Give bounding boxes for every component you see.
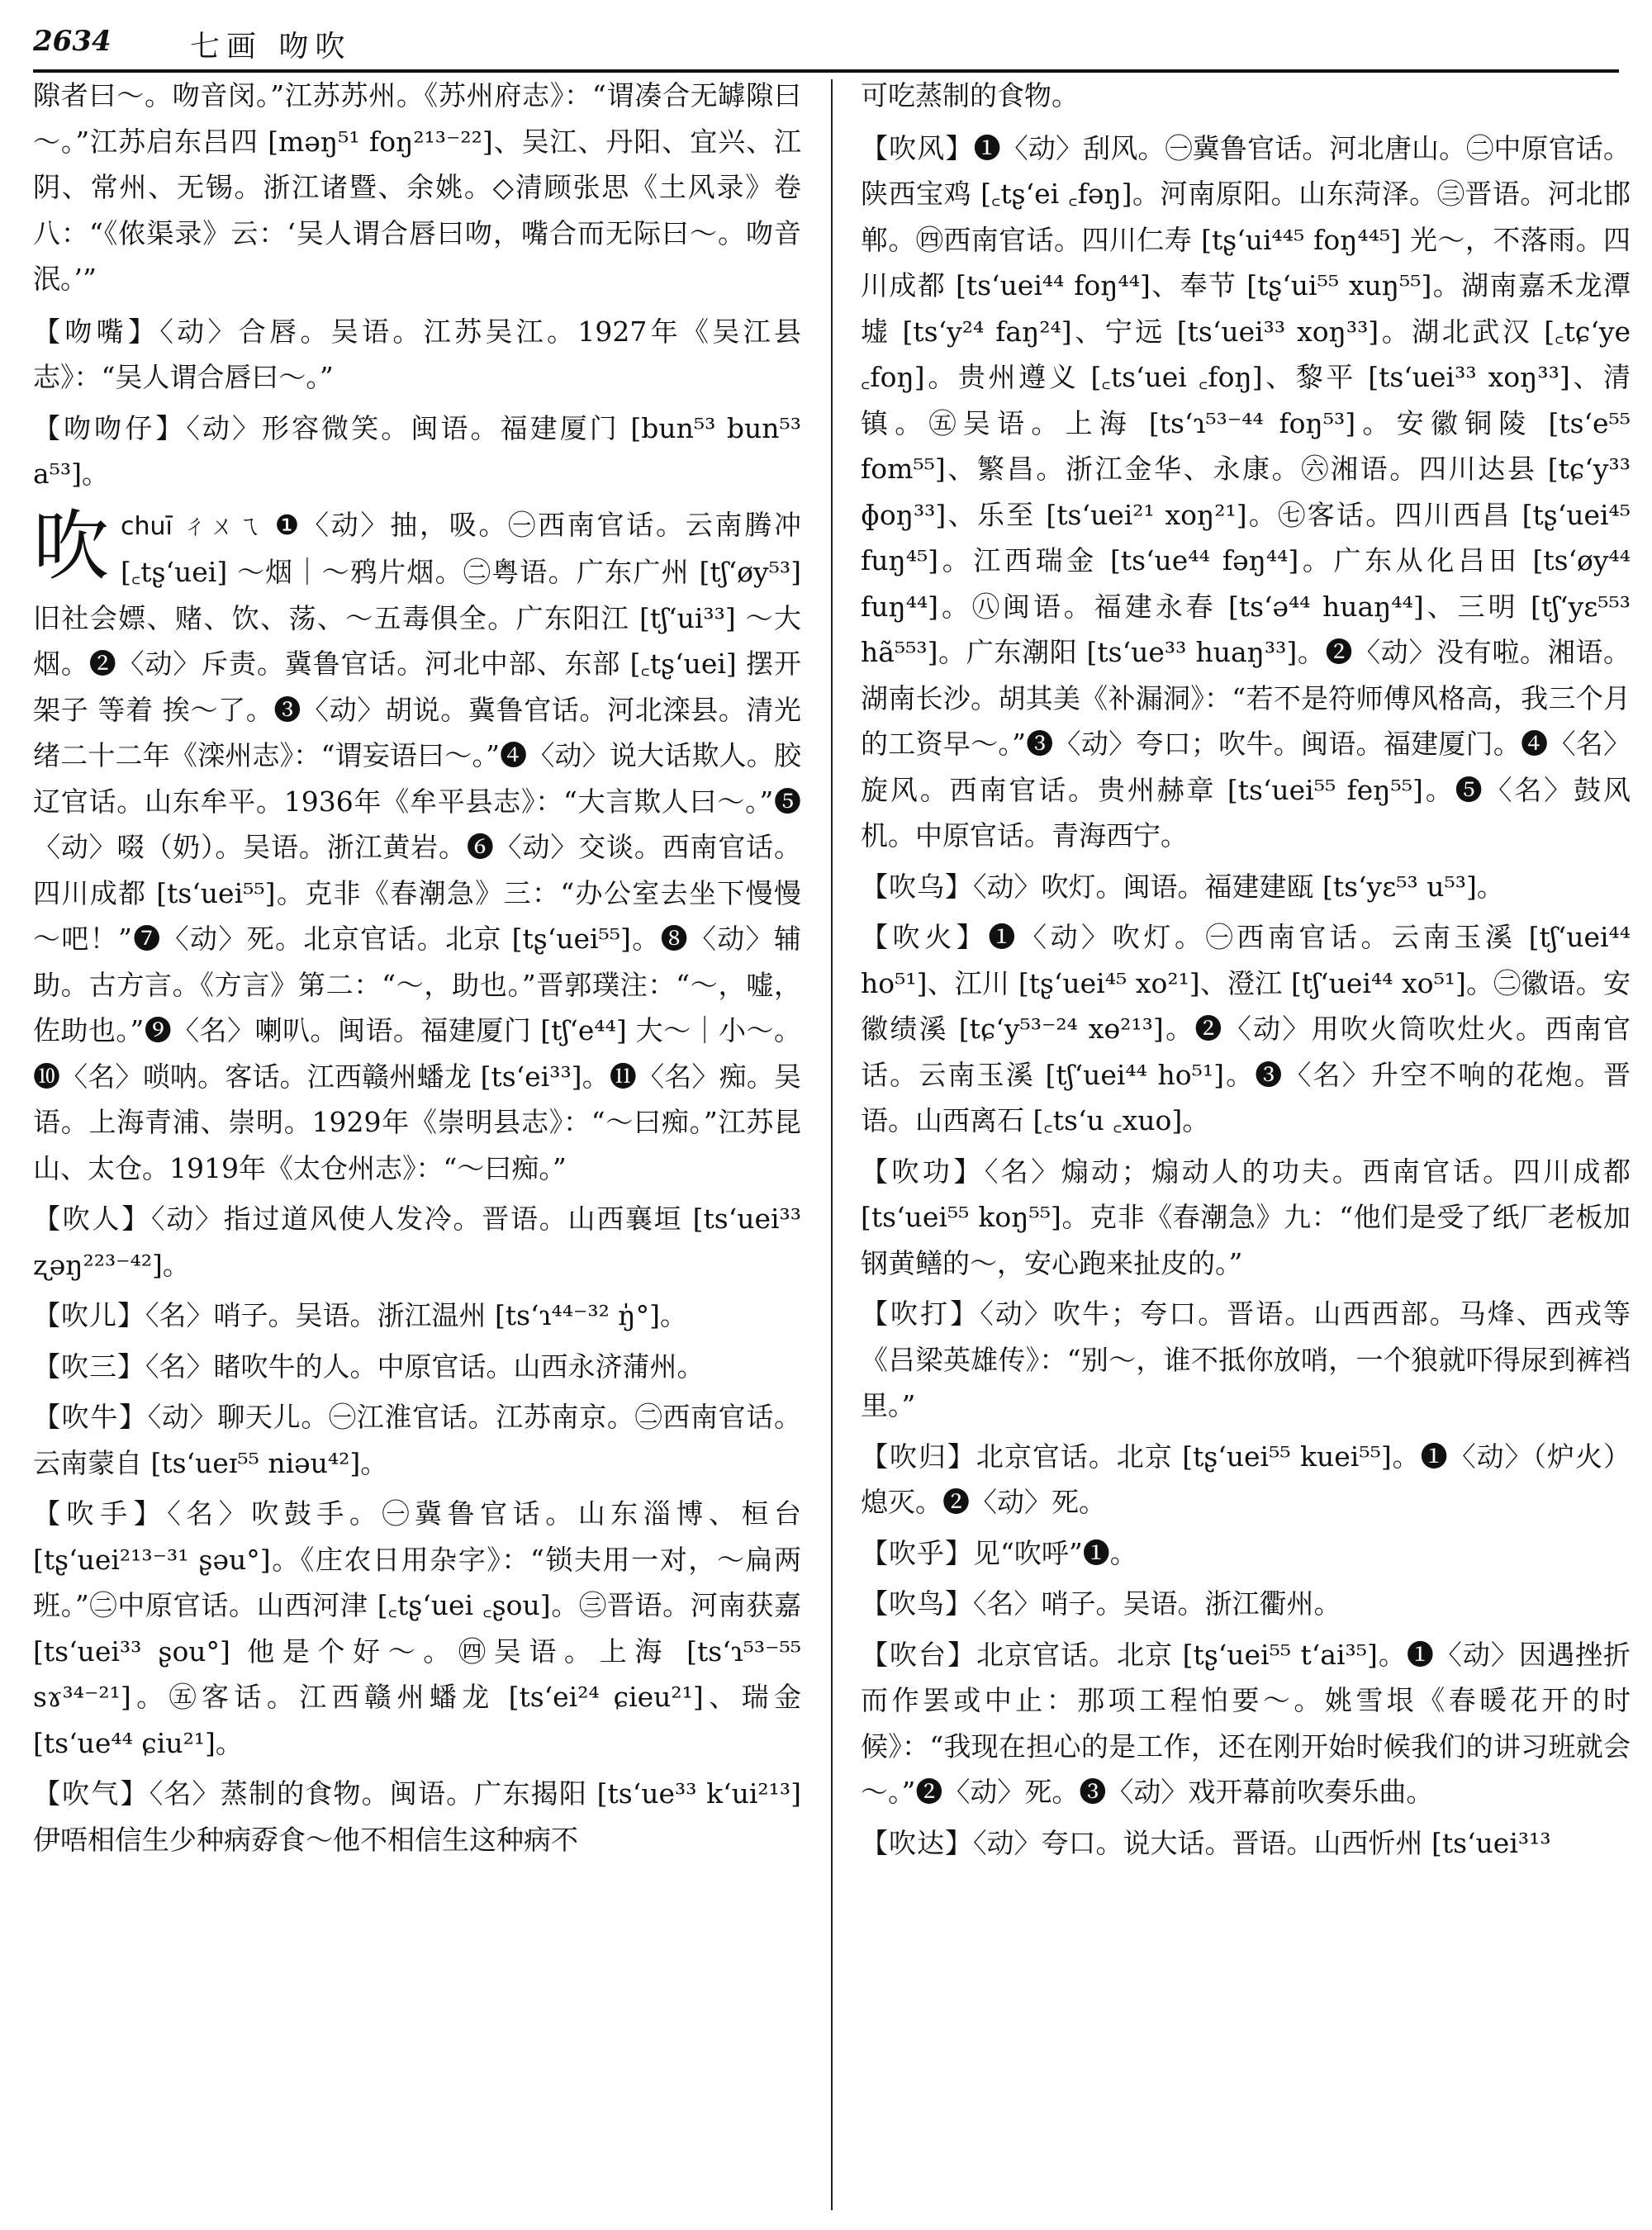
dictionary-entry	[861, 126, 1631, 859]
entry-definition: 〈名〉哨子。吴语。浙江衢州。	[973, 1587, 1341, 1620]
entry-definition: ❶〈动〉抽，吸。㊀西南官话。云南腾冲 [꜀tʂʻuei] ～烟｜～鸦片烟。㊁粤语。广东广州 [tʃʻøy⁵³] 旧社会嫖、赌、饮、荡、～五毒俱全。广东阳江 [tʃʻui³³] ～大烟。❷〈动〉斥责。冀鲁官话。河北中部、东部 [꜀tʂʻuei] 摆开架子 等着 挨～了。❸〈动〉胡说。冀鲁官话。河北滦县。清光绪二十二年《滦州志》：“谓妄语曰～。”❹〈动〉说大话欺人。胶辽官话。山东牟平。1936年《牟平县志》：“大言欺人曰～。”❺〈动〉啜（奶）。吴语。浙江黄岩。❻〈动〉交谈。西南官话。四川成都 [tsʻuei⁵⁵]。克非《春潮急》三：“办公室去坐下慢慢～吧！”❼〈动〉死。北京官话。北京 [tʂʻuei⁵⁵]。❽〈动〉辅助。古方言。《方言》第二：“～，助也。”晋郭璞注：“～，嘘，佐助也。”❾〈名〉喇叭。闽语。福建厦门 [tʃʻe⁴⁴] 大～｜小～。❿〈名〉唢呐。客话。江西赣州蟠龙 [tsʻei³³]。⓫〈名〉痴。吴语。上海青浦、崇明。1929年《崇明县志》：“～曰痴。”江苏昆山、太仓。1919年《太仓州志》：“～曰痴。”	[33, 508, 801, 1184]
entry-headword: 【吹儿】	[33, 1299, 145, 1331]
dictionary-entry	[861, 1530, 1631, 1577]
entry-definition: 〈动〉形容微笑。闽语。福建厦门 [bun⁵³ bun⁵³ a⁵³]。	[33, 411, 801, 490]
main-character-entry	[33, 502, 801, 1192]
entry-definition: ❶〈动〉刮风。㊀冀鲁官话。河北唐山。㊁中原官话。陕西宝鸡 [꜀tʂʻei ꜀fəŋ]。河南原阳。山东菏泽。㊂晋语。河北邯郸。㊃西南官话。四川仁寿 [tʂʻui⁴⁴⁵ foŋ⁴⁴⁵] 光～，不落雨。四川成都 [tsʻuei⁴⁴ foŋ⁴⁴]、奉节 [tʂʻui⁵⁵ xuŋ⁵⁵]。湖南嘉禾龙潭墟 [tsʻy²⁴ faŋ²⁴]、宁远 [tsʻuei³³ xoŋ³³]。湖北武汉 [꜀tɕʻye ꜀foŋ]。贵州遵义 [꜀tsʻuei ꜀foŋ]、黎平 [tsʻuei³³ xoŋ³³]、清镇。㊄吴语。上海 [tsʻɿ⁵³⁻⁴⁴ foŋ⁵³]。安徽铜陵 [tsʻe⁵⁵ fom⁵⁵]、繁昌。浙江金华、永康。㊅湘语。四川达县 [tɕʻy³³ ɸoŋ³³]、乐至 [tsʻuei²¹ xoŋ²¹]。㊆客话。四川西昌 [tʂʻuei⁴⁵ fuŋ⁴⁵]。江西瑞金 [tsʻue⁴⁴ fəŋ⁴⁴]。广东从化吕田 [tsʻøy⁴⁴ fuŋ⁴⁴]。㊇闽语。福建永春 [tsʻə⁴⁴ huaŋ⁴⁴]、三明 [tʃʻyɛ⁵⁵³ hã⁵⁵³]。广东潮阳 [tsʻue³³ huaŋ³³]。❷〈动〉没有啦。湘语。湖南长沙。胡其美《补漏洞》：“若不是符师傅风格高，我三个月的工资早～。”❸〈动〉夸口；吹牛。闽语。福建厦门。❹〈名〉旋风。西南官话。贵州赫章 [tsʻuei⁵⁵ feŋ⁵⁵]。❺〈名〉鼓风机。中原官话。青海西宁。	[861, 131, 1631, 852]
entry-definition: 〈动〉夸口。说大话。晋语。山西忻州 [tsʻuei³¹³	[973, 1826, 1551, 1859]
dictionary-entry	[33, 406, 801, 497]
entry-definition: ❶〈动〉吹灯。㊀西南官话。云南玉溪 [tʃʻuei⁴⁴ ho⁵¹]、江川 [tʂʻuei⁴⁵ xo²¹]、澄江 [tʃʻuei⁴⁴ xo⁵¹]。㊁徽语。安徽绩溪 [tɕʻy⁵³⁻²⁴ xɵ²¹³]。❷〈动〉用吹火筒吹灶火。西南官话。云南玉溪 [tʃʻuei⁴⁴ ho⁵¹]。❸〈名〉升空不响的花炮。晋语。山西离石 [꜀tsʻu ꜀xuo]。	[861, 921, 1631, 1136]
right-column	[861, 73, 1631, 2212]
page-header	[33, 20, 1619, 73]
entry-headword: 【吹达】	[861, 1826, 973, 1859]
dictionary-entry	[861, 1581, 1631, 1627]
dictionary-entry	[861, 1291, 1631, 1429]
continuation-text: 可吃蒸制的食物。	[861, 79, 1079, 112]
left-column	[33, 73, 801, 2212]
dictionary-entry	[861, 1434, 1631, 1525]
entry-headword: 【吹台】	[861, 1638, 977, 1671]
entry-definition: 〈动〉吹牛；夸口。晋语。山西西部。马烽、西戎等《吕梁英雄传》：“别～，谁不抵你放哨，一个狼就吓得尿到裤裆里。”	[861, 1298, 1631, 1421]
entry-headword: 【吹人】	[33, 1203, 151, 1235]
entry-definition: 〈动〉吹灯。闽语。福建建瓯 [tsʻyɛ⁵³ u⁵³]。	[973, 870, 1504, 903]
entry-definition: 北京官话。北京 [tʂʻuei⁵⁵ kuei⁵⁵]。❶〈动〉（炉火）熄灭。❷〈动〉死。	[861, 1440, 1631, 1518]
dictionary-entry	[861, 1149, 1631, 1287]
entry-headword: 【吹归】	[861, 1440, 976, 1473]
entry-headword: 【吻吻仔】	[33, 411, 187, 444]
pinyin: chuī ㄔㄨㄟ	[121, 511, 264, 541]
entry-headword: 【吹打】	[861, 1298, 980, 1330]
entry-definition: 见“吹呼”❶。	[973, 1536, 1137, 1569]
column-divider	[831, 79, 833, 2210]
dictionary-entry	[33, 1196, 801, 1288]
dictionary-entry	[861, 914, 1631, 1144]
entry-headword: 【吹鸟】	[861, 1587, 973, 1620]
dictionary-entry	[33, 309, 801, 401]
dictionary-entry	[33, 1771, 801, 1862]
entry-headword: 【吹风】	[861, 131, 974, 164]
page-number: 2634	[33, 25, 112, 58]
entry-headword: 【吹乎】	[861, 1536, 973, 1569]
dictionary-entry	[33, 1394, 801, 1486]
dictionary-entry	[861, 864, 1631, 910]
entry-headword: 【吹手】	[33, 1497, 168, 1530]
entry-definition: 〈名〉蒸制的食物。闽语。广东揭阳 [tsʻue³³ kʻui²¹³] 伊唔相信生少种病孬食～他不相信生这种病不	[33, 1777, 801, 1856]
continuation-text: 隙者曰～。吻音闵。”江苏苏州。《苏州府志》：“谓凑合无罅隙曰～。”江苏启东吕四 [məŋ⁵¹ foŋ²¹³⁻²²]、吴江、丹阳、宜兴、江阴、常州、无锡。浙江诸暨、余姚。◇清顾张思《土风录》卷八：“《侬渠录》云：‘吴人谓合唇曰吻，嘴合而无际曰～。吻音泯。’”	[33, 79, 801, 295]
entry-definition: 〈名〉吹鼓手。㊀冀鲁官话。山东淄博、桓台 [tʂʻuei²¹³⁻³¹ ʂəu°]。《庄农日用杂字》：“锁夫用一对，～扁两班。”㊁中原官话。山西河津 [꜀tʂʻuei ꜀ʂou]。㊂晋语。河南获嘉 [tsʻuei³³ ʂou°] 他是个好～。㊃吴语。上海 [tsʻɿ⁵³⁻⁵⁵ sɤ³⁴⁻²¹]。㊄客话。江西赣州蟠龙 [tsʻei²⁴ ɕieu²¹]、瑞金 [tsʻue⁴⁴ ɕiu²¹]。	[33, 1497, 801, 1759]
entry-definition: 〈名〉睹吹牛的人。中原官话。山西永济蒲州。	[145, 1350, 705, 1383]
dictionary-entry	[33, 1293, 801, 1339]
entry-headword: 【吹功】	[861, 1155, 985, 1188]
dictionary-entry	[33, 1491, 801, 1766]
entry-definition: 〈动〉聊天儿。㊀江淮官话。江苏南京。㊁西南官话。云南蒙自 [tsʻueɪ⁵⁵ niəu⁴²]。	[33, 1401, 801, 1479]
entry-headword: 【吹乌】	[861, 870, 973, 903]
main-character: 吹	[33, 501, 110, 591]
entry-definition: 〈名〉煽动；煽动人的功夫。西南官话。四川成都 [tsʻuei⁵⁵ koŋ⁵⁵]。克非《春潮急》九：“他们是受了纸厂老板加钢黄鳝的～，安心跑来扯皮的。”	[861, 1155, 1631, 1279]
entry-definition: 〈动〉合唇。吴语。江苏吴江。1927年《吴江县志》：“吴人谓合唇曰～。”	[33, 315, 801, 393]
entry-definition: 〈名〉哨子。吴语。浙江温州 [tsʻɿ⁴⁴⁻³² ŋ̍°]。	[145, 1299, 687, 1331]
section-title: 七画 吻吹	[190, 30, 352, 64]
entry-headword: 【吹三】	[33, 1350, 145, 1383]
entry-definition: 北京官话。北京 [tʂʻuei⁵⁵ tʻai³⁵]。❶〈动〉因遇挫折而作罢或中止：那项工程怕要～。姚雪垠《春暖花开的时候》：“我现在担心的是工作，还在刚开始时候我们的讲习班就会～。”❷〈动〉死。❸〈动〉戏开幕前吹奏乐曲。	[861, 1638, 1631, 1808]
dictionary-entry	[33, 1344, 801, 1390]
entry-definition: 〈动〉指过道风使人发冷。晋语。山西襄垣 [tsʻuei³³ ʐəŋ²²³⁻⁴²]。	[33, 1203, 801, 1281]
dictionary-entry	[861, 1632, 1631, 1815]
entry-headword: 【吹牛】	[33, 1401, 148, 1433]
entry-headword: 【吹气】	[33, 1777, 150, 1810]
entry-headword: 【吹火】	[861, 921, 989, 953]
entry-headword: 【吻嘴】	[33, 315, 160, 348]
dictionary-entry	[861, 1820, 1631, 1867]
